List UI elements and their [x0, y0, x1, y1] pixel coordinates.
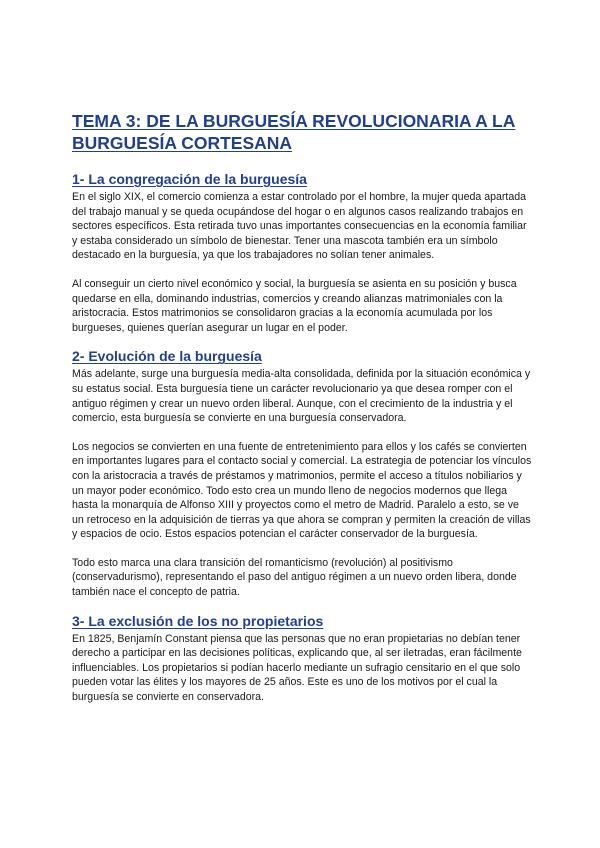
document-title: TEMA 3: DE LA BURGUESÍA REVOLUCIONARIA A LA BURGUESÍA CORTESANA — [72, 111, 516, 153]
paragraph: Al conseguir un cierto nivel económico y social, la burguesía se asienta en su posición y busca quedarse en ella, dominando industrias, comercios y creando alianzas matrimoniales con la aristocracia. Estos matrimonios se consolidaron gracias a la economía acumulada por los burgueses, quienes querían asegurar un lugar en el poder. — [72, 277, 517, 334]
section-evolucion — [72, 347, 532, 599]
section-heading: 2- Evolución de la burguesía — [72, 348, 262, 365]
paragraph: Más adelante, surge una burguesía media-alta consolidada, definida por la situación económica y su estatus social. Esta burguesía tiene un carácter revolucionario ya que desea romper con el antiguo régimen y crear un nuevo orden liberal. Aunque, con el crecimiento de la industria y el comercio, esta burguesía se convierte en una burguesía conservadora. — [72, 368, 531, 425]
section-congregacion — [72, 170, 532, 335]
section-heading: 3- La exclusión de los no propietarios — [72, 612, 324, 629]
section-exclusion — [72, 612, 532, 705]
document-page — [72, 110, 532, 705]
paragraph: En 1825, Benjamín Constant piensa que las personas que no eran propietarias no debían tener derecho a participar en las decisiones políticas, explicando que, al ser iletradas, eran fácilmente influenciables. Los propietarios si podían hacerlo mediante un sufragio censitario en el que solo pueden votar las élites y los mayores de 25 años. Este es uno de los motivos por el cual la burguesía se convierte en conservadora. — [72, 632, 522, 704]
paragraph: Los negocios se convierten en una fuente de entretenimiento para ellos y los cafés se convierten en importantes lugares para el contacto social y comercial. La estrategia de potenciar los vínculos con la aristocracia a través de préstamos y matrimonios, permite el acceso a títulos nobiliarios y un mayor poder económico. Todo esto crea un mundo lleno de negocios modernos que llega hasta la monarquía de Alfonso XIII y proyectos como el metro de Madrid. Paralelo a esto, se ve un retroceso en la adquisición de tierras ya que ahora se compran y permiten la creación de villas y espacios de ocio. Estos espacios potencian el carácter conservador de la burguesía. — [72, 440, 532, 541]
section-heading: 1- La congregación de la burguesía — [72, 171, 307, 187]
paragraph: En el siglo XIX, el comercio comienza a estar controlado por el hombre, la mujer queda apartada del trabajo manual y se queda ocupándose del hogar o en algunos casos realizando trabajos en sectores específicos. Esta retirada tuvo unas importantes consecuencias en la economía familiar y estaba considerado un símbolo de bienestar. Tener una mascota también era un símbolo destacado en la burguesía, ya que los trabajadores no solían tener animales. — [72, 191, 527, 262]
paragraph: Todo esto marca una clara transición del romanticismo (revolución) al positivismo (conservadurismo), representando el paso del antiguo régimen a un nuevo orden libera, donde también nace el concepto de patria. — [72, 556, 517, 599]
